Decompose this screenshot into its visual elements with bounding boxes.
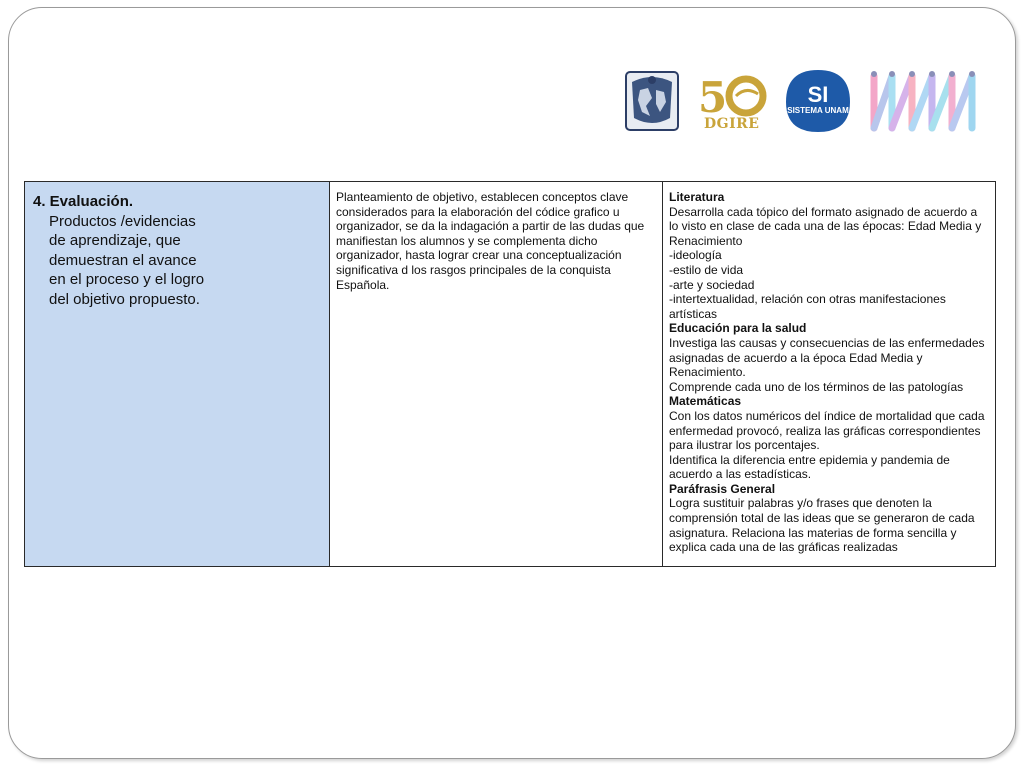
evidence-line: Desarrolla cada tópico del formato asignado de acuerdo a lo visto en clase de cada una de las épocas: Edad Media y Renacimiento [669,204,982,248]
unam-seal-logo [622,68,682,134]
evaluation-criteria-cell [25,182,330,567]
evaluation-table [24,181,996,567]
subject-title-literatura: Literatura [669,190,725,204]
evidence-cell [663,182,996,567]
section-description: Productos /evidencias de aprendizaje, que demuestran el avance en el proceso y el logro del objetivo propuesto. [49,212,205,308]
evidence-line: -intertextualidad, relación con otras manifestaciones artísticas [669,292,946,321]
evidence-line: -estilo de vida [669,262,744,277]
logo-bar [620,66,990,138]
subject-title-parafrasis: Paráfrasis General [669,481,776,496]
dgire-50-logo [696,68,772,134]
dgire-label: DGIRE [704,116,760,132]
subject-title-matematicas: Matemáticas [669,394,742,409]
evidence-line: Identifica la diferencia entre epidemia y pandemia de acuerdo a las estadísticas. [669,452,950,482]
strategy-cell [330,182,663,567]
evidence-line: -arte y sociedad [669,277,755,292]
svg-text:5: 5 [698,73,728,122]
evidence-line: Logra sustituir palabras y/o frases que denoten la comprensión total de las ideas que se generaron de cada asignatura. Relaciona las materias de forma sencilla y explica cada una de las gráficas realizadas [669,496,975,555]
table-row [25,182,996,567]
subject-title-salud: Educación para la salud [669,321,807,336]
si-sublabel: SISTEMA UNAM [787,106,849,115]
si-unam-logo [784,68,852,134]
evidence-line: Comprende cada uno de los términos de las patologías [669,379,964,394]
evidence-line: Investiga las causas y consecuencias de las enfermedades asignadas de acuerdo a la época Edad Media y Renacimiento. [669,335,985,380]
evidence-line: -ideología [669,248,722,263]
evidence-line: Con los datos numéricos del índice de mortalidad que cada enfermedad provocó, realiza las gráficas correspondientes para ilustrar los porcentajes. [669,408,985,453]
section-title: 4. Evaluación. [33,193,134,210]
stripes-logo [868,68,990,136]
strategy-text: Planteamiento de objetivo, establecen conceptos clave considerados para la elaboración del códice grafico u organizador, se da la indagación a partir de las dudas que manifiestan los alumnos y se complementa dicho organizador, hasta lograr crear una conceptualización significativa d los rasgos principales de la conquista Española. [336,190,645,292]
si-label: SI [807,82,829,107]
